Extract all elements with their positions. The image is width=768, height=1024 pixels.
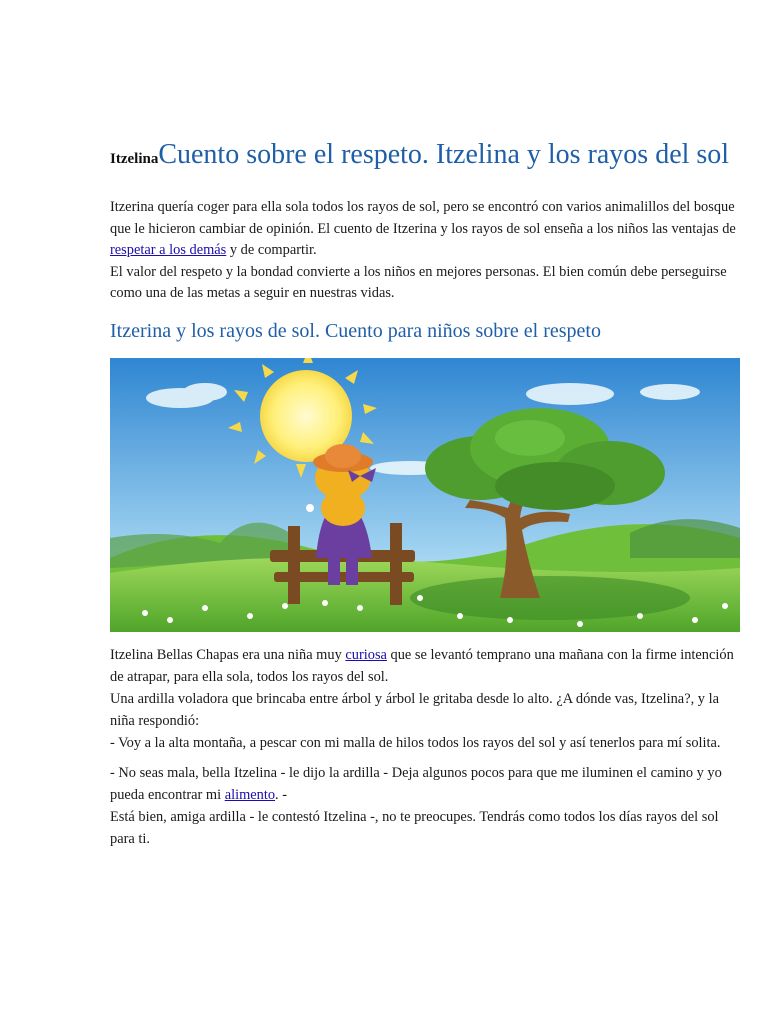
respetar-link[interactable]: respetar a los demás [110, 242, 227, 258]
intro-section [110, 197, 740, 305]
story-illustration [110, 358, 740, 632]
intro-text-before-link: Itzerina quería coger para ella sola todos los rayos de sol, pero se encontró con varios animalillos del bosque que le hicieron cambiar de opinión. El cuento de Itzerina y los rayos de sol enseña a los niños las ventajas de [110, 199, 736, 237]
document-page [110, 132, 740, 850]
story-p1-after-link: que se levantó temprano una mañana con la firme intención de atrapar, para ella sola, todos los rayos del sol. [110, 646, 734, 685]
section-title: Itzerina y los rayos de sol. Cuento para niños sobre el respeto [110, 319, 601, 342]
intro-text-after-link: y de compartir. [226, 242, 317, 258]
story-p4-after-link: . - [275, 786, 288, 803]
tree-shadow [410, 576, 690, 620]
story-paragraph-5: Está bien, amiga ardilla - le contestó Itzelina -, no te preocupes. Tendrás como todos los días rayos del sol para ti. [110, 808, 719, 847]
story-paragraph-1 [110, 644, 740, 688]
curiosa-link[interactable]: curiosa [345, 646, 387, 663]
story-p4-before-link: - No seas mala, bella Itzelina - le dijo la ardilla - Deja algunos pocos para que me iluminen el camino y yo pueda encontrar mi [110, 764, 722, 803]
story-p1-before-link: Itzelina Bellas Chapas era una niña muy [110, 646, 346, 663]
page-title [110, 132, 740, 179]
story-section [110, 644, 740, 850]
intro-paragraph-1 [110, 197, 740, 262]
story-paragraph-4 [110, 762, 740, 806]
intro-paragraph-2: El valor del respeto y la bondad convierte a los niños en mejores personas. El bien común debe perseguirse como una de las metas a seguir en nuestras vidas. [110, 263, 727, 301]
story-paragraph-3: - Voy a la alta montaña, a pescar con mi malla de hilos todos los rayos del sol y así tenerlos para mí solita. [110, 734, 721, 751]
story-paragraph-2: Una ardilla voladora que brincaba entre árbol y árbol le gritaba desde lo alto. ¿A dónde vas, Itzelina?, y la niña respondió: [110, 690, 719, 729]
alimento-link[interactable]: alimento [224, 786, 276, 803]
title-text: Cuento sobre el respeto. Itzelina y los rayos del sol [158, 139, 730, 170]
title-prefix: Itzelina [110, 151, 159, 167]
